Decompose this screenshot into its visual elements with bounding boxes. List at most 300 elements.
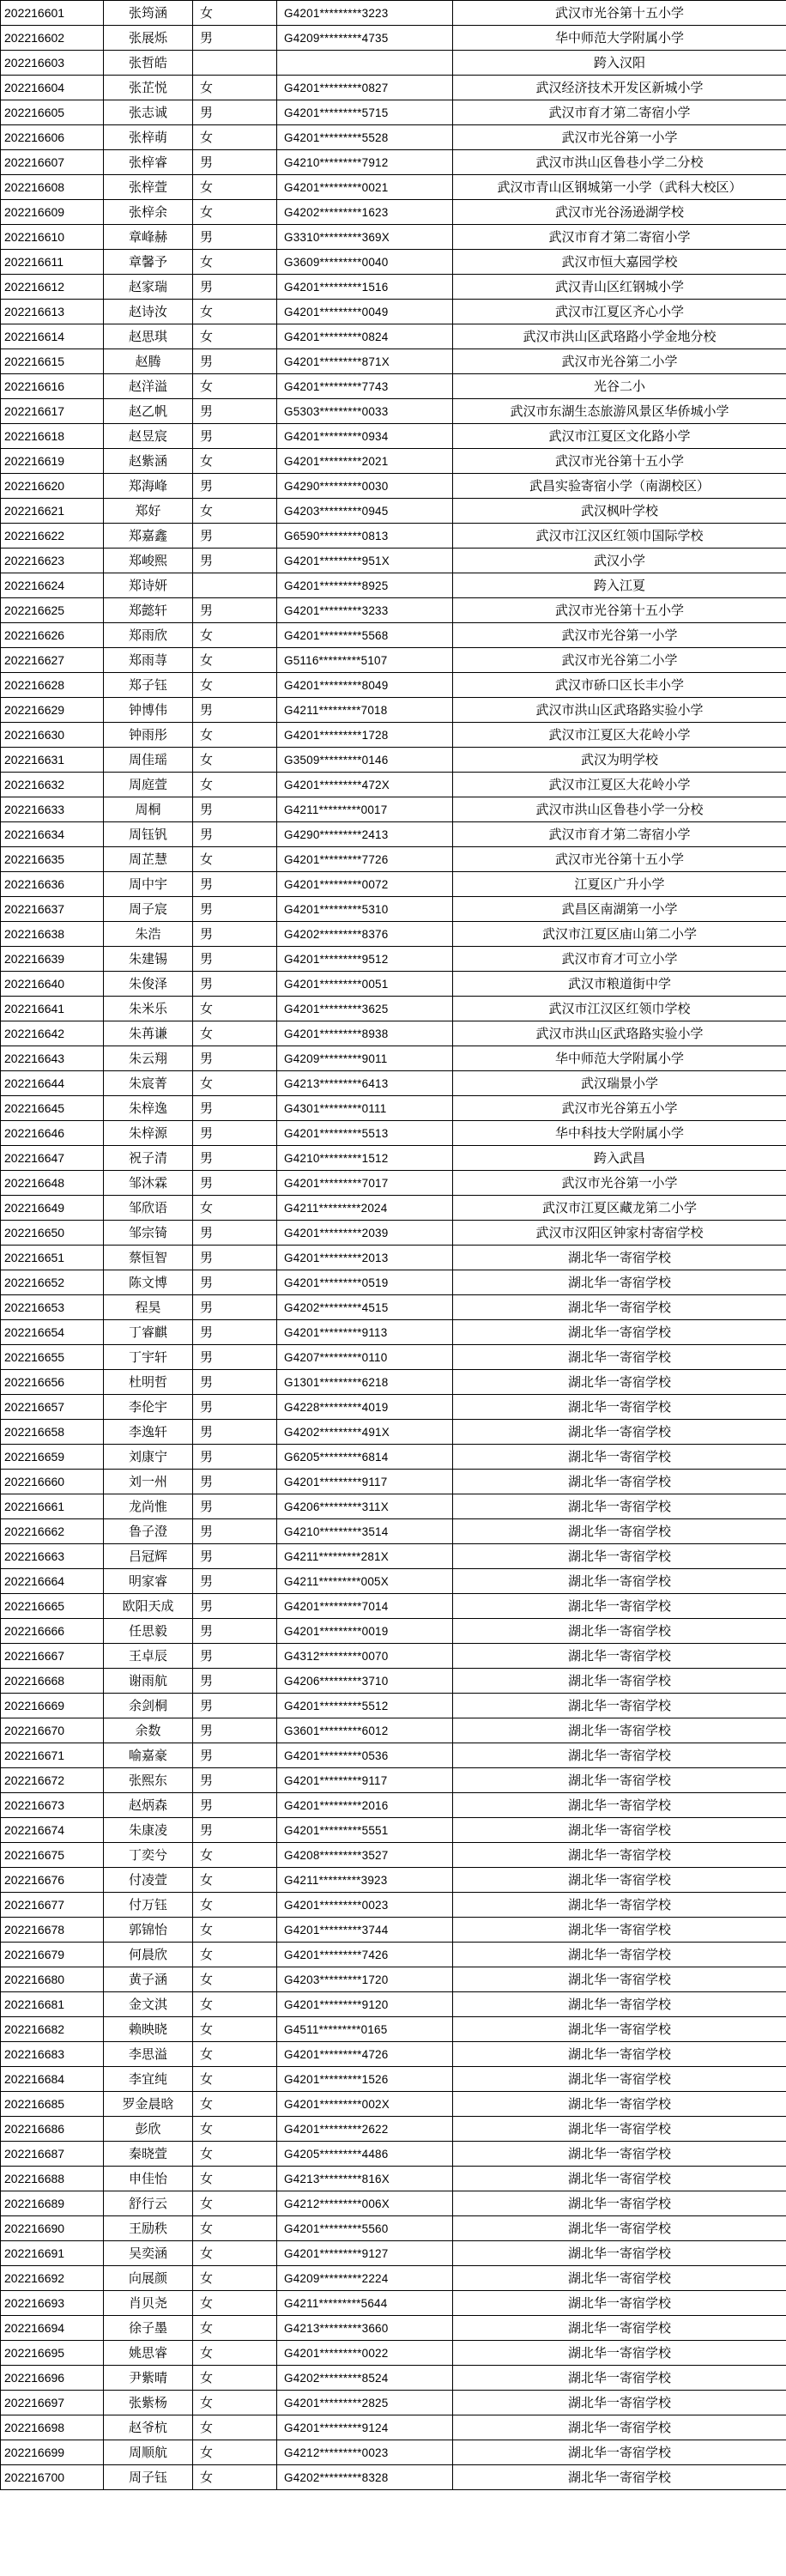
exam-number-cell: 202216604 <box>1 76 104 100</box>
gender-cell: 女 <box>193 2216 277 2241</box>
table-row <box>1 2366 786 2391</box>
exam-number-cell: 202216681 <box>1 1992 104 2017</box>
gender-cell: 男 <box>193 1669 277 1694</box>
table-row <box>1 549 786 573</box>
table-row <box>1 872 786 897</box>
id-number-cell: G4201*********8925 <box>277 573 453 598</box>
exam-number-cell: 202216660 <box>1 1470 104 1494</box>
gender-cell: 女 <box>193 723 277 748</box>
gender-cell: 男 <box>193 1121 277 1146</box>
exam-number-cell: 202216658 <box>1 1420 104 1445</box>
student-name-cell: 欧阳天成 <box>104 1594 193 1619</box>
student-name-cell: 章馨予 <box>104 250 193 275</box>
table-row <box>1 2216 786 2241</box>
gender-cell <box>193 573 277 598</box>
id-number-cell: G3601*********6012 <box>277 1718 453 1743</box>
id-number-cell: G4201*********5560 <box>277 2216 453 2241</box>
school-cell: 湖北华一寄宿学校 <box>453 2440 786 2465</box>
gender-cell: 男 <box>193 1694 277 1718</box>
table-row <box>1 125 786 150</box>
id-number-cell: G4207*********0110 <box>277 1345 453 1370</box>
gender-cell: 女 <box>193 1918 277 1943</box>
id-number-cell: G4201*********7014 <box>277 1594 453 1619</box>
school-cell: 湖北华一寄宿学校 <box>453 1445 786 1470</box>
exam-number-cell: 202216621 <box>1 499 104 524</box>
exam-number-cell: 202216680 <box>1 1967 104 1992</box>
table-row <box>1 1246 786 1270</box>
school-cell: 湖北华一寄宿学校 <box>453 1992 786 2017</box>
gender-cell: 男 <box>193 1420 277 1445</box>
table-row <box>1 1071 786 1096</box>
student-name-cell: 余数 <box>104 1718 193 1743</box>
gender-cell: 男 <box>193 947 277 972</box>
table-row <box>1 150 786 175</box>
table-row <box>1 1470 786 1494</box>
school-cell: 湖北华一寄宿学校 <box>453 2017 786 2042</box>
exam-number-cell: 202216620 <box>1 474 104 499</box>
student-name-cell: 张梓萌 <box>104 125 193 150</box>
table-row <box>1 1519 786 1544</box>
id-number-cell: G4201*********0827 <box>277 76 453 100</box>
gender-cell: 男 <box>193 1096 277 1121</box>
gender-cell: 男 <box>193 1569 277 1594</box>
gender-cell: 男 <box>193 424 277 449</box>
id-number-cell: G4290*********0030 <box>277 474 453 499</box>
exam-number-cell: 202216669 <box>1 1694 104 1718</box>
student-name-cell: 朱俊泽 <box>104 972 193 997</box>
table-row <box>1 1270 786 1295</box>
id-number-cell: G4209*********9011 <box>277 1046 453 1071</box>
table-row <box>1 1594 786 1619</box>
student-name-cell: 朱苒谦 <box>104 1021 193 1046</box>
student-name-cell: 明家睿 <box>104 1569 193 1594</box>
id-number-cell: G4201*********2016 <box>277 1793 453 1818</box>
school-cell: 湖北华一寄宿学校 <box>453 1768 786 1793</box>
gender-cell: 男 <box>193 1619 277 1644</box>
exam-number-cell: 202216608 <box>1 175 104 200</box>
id-number-cell: G4211*********281X <box>277 1544 453 1569</box>
id-number-cell: G4201*********0824 <box>277 324 453 349</box>
exam-number-cell: 202216697 <box>1 2391 104 2415</box>
gender-cell: 女 <box>193 2465 277 2490</box>
gender-cell: 男 <box>193 1221 277 1246</box>
id-number-cell: G4208*********3527 <box>277 1843 453 1868</box>
id-number-cell: G5116*********5107 <box>277 648 453 673</box>
gender-cell: 男 <box>193 225 277 250</box>
school-cell: 武汉市光谷第一小学 <box>453 125 786 150</box>
id-number-cell: G4201*********7017 <box>277 1171 453 1196</box>
id-number-cell: G4201*********7426 <box>277 1943 453 1967</box>
table-row <box>1 2191 786 2216</box>
school-cell: 武汉市育才第二寄宿小学 <box>453 822 786 847</box>
gender-cell: 男 <box>193 897 277 922</box>
table-row <box>1 1494 786 1519</box>
table-row <box>1 2291 786 2316</box>
exam-number-cell: 202216686 <box>1 2117 104 2142</box>
exam-number-cell: 202216698 <box>1 2415 104 2440</box>
exam-number-cell: 202216684 <box>1 2067 104 2092</box>
table-row <box>1 947 786 972</box>
table-row <box>1 797 786 822</box>
school-cell: 武汉市汉阳区钟家村寄宿学校 <box>453 1221 786 1246</box>
id-number-cell: G4201*********7726 <box>277 847 453 872</box>
gender-cell: 男 <box>193 1519 277 1544</box>
table-row <box>1 1943 786 1967</box>
school-cell: 湖北华一寄宿学校 <box>453 2191 786 2216</box>
school-cell: 湖北华一寄宿学校 <box>453 2316 786 2341</box>
exam-number-cell: 202216666 <box>1 1619 104 1644</box>
id-number-cell: G4201*********0934 <box>277 424 453 449</box>
school-cell: 湖北华一寄宿学校 <box>453 1743 786 1768</box>
school-cell: 湖北华一寄宿学校 <box>453 1370 786 1395</box>
gender-cell: 男 <box>193 1270 277 1295</box>
table-row <box>1 349 786 374</box>
exam-number-cell: 202216673 <box>1 1793 104 1818</box>
id-number-cell: G4212*********006X <box>277 2191 453 2216</box>
id-number-cell: G4201*********0072 <box>277 872 453 897</box>
id-number-cell: G4201*********5528 <box>277 125 453 150</box>
table-row <box>1 598 786 623</box>
exam-number-cell: 202216700 <box>1 2465 104 2490</box>
gender-cell: 女 <box>193 2191 277 2216</box>
school-cell: 湖北华一寄宿学校 <box>453 1470 786 1494</box>
school-cell: 武汉枫叶学校 <box>453 499 786 524</box>
table-row <box>1 2017 786 2042</box>
school-cell: 湖北华一寄宿学校 <box>453 1320 786 1345</box>
table-row <box>1 623 786 648</box>
student-name-cell: 谢雨航 <box>104 1669 193 1694</box>
gender-cell: 女 <box>193 250 277 275</box>
school-cell: 湖北华一寄宿学校 <box>453 1868 786 1893</box>
id-number-cell: G4201*********5568 <box>277 623 453 648</box>
student-name-cell: 张芷悦 <box>104 76 193 100</box>
exam-number-cell: 202216657 <box>1 1395 104 1420</box>
student-name-cell: 周顺航 <box>104 2440 193 2465</box>
exam-number-cell: 202216630 <box>1 723 104 748</box>
exam-number-cell: 202216636 <box>1 872 104 897</box>
gender-cell: 男 <box>193 1594 277 1619</box>
school-cell: 武汉市光谷第十五小学 <box>453 847 786 872</box>
id-number-cell: G4201*********5551 <box>277 1818 453 1843</box>
table-row <box>1 250 786 275</box>
student-name-cell: 钟博伟 <box>104 698 193 723</box>
student-name-cell: 周子钰 <box>104 2465 193 2490</box>
id-number-cell: G4202*********8376 <box>277 922 453 947</box>
table-row <box>1 175 786 200</box>
school-cell: 湖北华一寄宿学校 <box>453 1918 786 1943</box>
gender-cell: 男 <box>193 872 277 897</box>
school-cell: 武汉青山区红钢城小学 <box>453 275 786 300</box>
table-row <box>1 847 786 872</box>
gender-cell: 男 <box>193 26 277 51</box>
exam-number-cell: 202216663 <box>1 1544 104 1569</box>
exam-number-cell: 202216662 <box>1 1519 104 1544</box>
id-number-cell: G4211*********7018 <box>277 698 453 723</box>
id-number-cell: G4201*********2825 <box>277 2391 453 2415</box>
table-row <box>1 424 786 449</box>
student-name-cell: 吴奕涵 <box>104 2241 193 2266</box>
id-number-cell: G4210*********7912 <box>277 150 453 175</box>
student-name-cell: 郑诗妍 <box>104 573 193 598</box>
school-cell: 湖北华一寄宿学校 <box>453 1519 786 1544</box>
gender-cell: 男 <box>193 1544 277 1569</box>
school-cell: 湖北华一寄宿学校 <box>453 2366 786 2391</box>
exam-number-cell: 202216672 <box>1 1768 104 1793</box>
table-row <box>1 1395 786 1420</box>
school-cell: 武汉市光谷第二小学 <box>453 648 786 673</box>
school-cell: 武昌区南湖第一小学 <box>453 897 786 922</box>
school-cell: 武汉市青山区钢城第一小学（武科大校区） <box>453 175 786 200</box>
school-cell: 武汉市江夏区文化路小学 <box>453 424 786 449</box>
exam-number-cell: 202216695 <box>1 2341 104 2366</box>
exam-number-cell: 202216668 <box>1 1669 104 1694</box>
exam-number-cell: 202216617 <box>1 399 104 424</box>
student-name-cell: 章峰赫 <box>104 225 193 250</box>
student-name-cell: 祝子清 <box>104 1146 193 1171</box>
gender-cell: 男 <box>193 1046 277 1071</box>
exam-number-cell: 202216685 <box>1 2092 104 2117</box>
table-row <box>1 1021 786 1046</box>
id-number-cell: G4201*********0021 <box>277 175 453 200</box>
gender-cell: 女 <box>193 1893 277 1918</box>
id-number-cell: G4209*********2224 <box>277 2266 453 2291</box>
gender-cell: 男 <box>193 349 277 374</box>
student-name-cell: 周中宇 <box>104 872 193 897</box>
exam-number-cell: 202216690 <box>1 2216 104 2241</box>
id-number-cell: G4210*********3514 <box>277 1519 453 1544</box>
table-row <box>1 399 786 424</box>
student-name-cell: 赵诗汝 <box>104 300 193 324</box>
id-number-cell: G4201*********9117 <box>277 1768 453 1793</box>
gender-cell: 女 <box>193 2440 277 2465</box>
exam-number-cell: 202216622 <box>1 524 104 549</box>
school-cell: 湖北华一寄宿学校 <box>453 2142 786 2167</box>
school-cell: 湖北华一寄宿学校 <box>453 1943 786 1967</box>
exam-number-cell: 202216602 <box>1 26 104 51</box>
student-name-cell: 吕冠辉 <box>104 1544 193 1569</box>
exam-number-cell: 202216652 <box>1 1270 104 1295</box>
table-row <box>1 1370 786 1395</box>
table-row <box>1 698 786 723</box>
table-row <box>1 51 786 76</box>
id-number-cell: G4201*********0051 <box>277 972 453 997</box>
student-name-cell: 周佳瑶 <box>104 748 193 773</box>
school-cell: 武汉市光谷第十五小学 <box>453 1 786 26</box>
table-row <box>1 1793 786 1818</box>
student-name-cell: 蔡恒智 <box>104 1246 193 1270</box>
gender-cell: 男 <box>193 1395 277 1420</box>
student-name-cell: 李伦宇 <box>104 1395 193 1420</box>
gender-cell: 女 <box>193 2415 277 2440</box>
school-cell: 武汉市江夏区大花岭小学 <box>453 723 786 748</box>
student-name-cell: 张展烁 <box>104 26 193 51</box>
table-row <box>1 2440 786 2465</box>
id-number-cell <box>277 51 453 76</box>
table-row <box>1 1918 786 1943</box>
school-cell: 跨入江夏 <box>453 573 786 598</box>
gender-cell: 女 <box>193 2316 277 2341</box>
id-number-cell: G4213*********6413 <box>277 1071 453 1096</box>
table-row <box>1 1768 786 1793</box>
school-cell: 跨入武昌 <box>453 1146 786 1171</box>
exam-number-cell: 202216696 <box>1 2366 104 2391</box>
student-name-cell: 金文淇 <box>104 1992 193 2017</box>
id-number-cell: G4202*********8524 <box>277 2366 453 2391</box>
exam-number-cell: 202216688 <box>1 2167 104 2191</box>
gender-cell: 女 <box>193 997 277 1021</box>
id-number-cell: G4201*********2021 <box>277 449 453 474</box>
student-name-cell: 喻嘉豪 <box>104 1743 193 1768</box>
student-name-cell: 朱梓逸 <box>104 1096 193 1121</box>
gender-cell: 女 <box>193 374 277 399</box>
exam-number-cell: 202216618 <box>1 424 104 449</box>
school-cell: 武汉市洪山区鲁巷小学二分校 <box>453 150 786 175</box>
gender-cell: 男 <box>193 822 277 847</box>
id-number-cell: G3609*********0040 <box>277 250 453 275</box>
school-cell: 武汉市育才第二寄宿小学 <box>453 225 786 250</box>
school-cell: 武汉市东湖生态旅游风景区华侨城小学 <box>453 399 786 424</box>
school-cell: 武汉小学 <box>453 549 786 573</box>
table-row <box>1 897 786 922</box>
table-row <box>1 1818 786 1843</box>
student-name-cell: 赵爷杭 <box>104 2415 193 2440</box>
id-number-cell: G4211*********2024 <box>277 1196 453 1221</box>
exam-number-cell: 202216638 <box>1 922 104 947</box>
table-row <box>1 1619 786 1644</box>
school-cell: 湖北华一寄宿学校 <box>453 1270 786 1295</box>
gender-cell: 男 <box>193 1445 277 1470</box>
student-name-cell: 邹沐霖 <box>104 1171 193 1196</box>
table-row <box>1 1320 786 1345</box>
student-name-cell: 王励秩 <box>104 2216 193 2241</box>
student-name-cell: 郑雨荨 <box>104 648 193 673</box>
table-row <box>1 1221 786 1246</box>
student-name-cell: 赵昱宸 <box>104 424 193 449</box>
exam-number-cell: 202216634 <box>1 822 104 847</box>
id-number-cell: G4201*********0022 <box>277 2341 453 2366</box>
exam-number-cell: 202216650 <box>1 1221 104 1246</box>
exam-number-cell: 202216653 <box>1 1295 104 1320</box>
student-name-cell: 赖映晓 <box>104 2017 193 2042</box>
exam-number-cell: 202216687 <box>1 2142 104 2167</box>
student-name-cell: 朱梓源 <box>104 1121 193 1146</box>
id-number-cell: G4201*********4726 <box>277 2042 453 2067</box>
student-table-body <box>1 1 786 2490</box>
student-name-cell: 朱云翔 <box>104 1046 193 1071</box>
table-row <box>1 2117 786 2142</box>
school-cell: 武汉市光谷第二小学 <box>453 349 786 374</box>
id-number-cell: G4211*********0017 <box>277 797 453 822</box>
table-row <box>1 748 786 773</box>
gender-cell: 男 <box>193 598 277 623</box>
id-number-cell: G4201*********5513 <box>277 1121 453 1146</box>
gender-cell: 男 <box>193 922 277 947</box>
gender-cell: 男 <box>193 698 277 723</box>
table-row <box>1 449 786 474</box>
school-cell: 武汉市江夏区藏龙第二小学 <box>453 1196 786 1221</box>
id-number-cell: G4228*********4019 <box>277 1395 453 1420</box>
exam-number-cell: 202216659 <box>1 1445 104 1470</box>
id-number-cell: G4511*********0165 <box>277 2017 453 2042</box>
table-row <box>1 1868 786 1893</box>
exam-number-cell: 202216616 <box>1 374 104 399</box>
school-cell: 湖北华一寄宿学校 <box>453 2067 786 2092</box>
exam-number-cell: 202216601 <box>1 1 104 26</box>
gender-cell: 女 <box>193 2017 277 2042</box>
table-row <box>1 1718 786 1743</box>
id-number-cell: G4201*********2622 <box>277 2117 453 2142</box>
school-cell: 武汉市光谷汤逊湖学校 <box>453 200 786 225</box>
school-cell: 武汉市江夏区齐心小学 <box>453 300 786 324</box>
gender-cell: 男 <box>193 524 277 549</box>
table-row <box>1 573 786 598</box>
table-row <box>1 1146 786 1171</box>
school-cell: 湖北华一寄宿学校 <box>453 2092 786 2117</box>
school-cell: 武汉市硚口区长丰小学 <box>453 673 786 698</box>
exam-number-cell: 202216654 <box>1 1320 104 1345</box>
table-row <box>1 773 786 797</box>
gender-cell: 女 <box>193 125 277 150</box>
school-cell: 湖北华一寄宿学校 <box>453 2042 786 2067</box>
id-number-cell: G4211*********3923 <box>277 1868 453 1893</box>
exam-number-cell: 202216675 <box>1 1843 104 1868</box>
id-number-cell: G4201*********8049 <box>277 673 453 698</box>
school-cell: 湖北华一寄宿学校 <box>453 1694 786 1718</box>
exam-number-cell: 202216670 <box>1 1718 104 1743</box>
school-cell: 湖北华一寄宿学校 <box>453 1569 786 1594</box>
gender-cell: 男 <box>193 1818 277 1843</box>
student-name-cell: 张哲皓 <box>104 51 193 76</box>
gender-cell: 男 <box>193 1793 277 1818</box>
gender-cell: 男 <box>193 275 277 300</box>
id-number-cell: G4201*********9120 <box>277 1992 453 2017</box>
id-number-cell: G4201*********002X <box>277 2092 453 2117</box>
student-name-cell: 鲁子澄 <box>104 1519 193 1544</box>
exam-number-cell: 202216624 <box>1 573 104 598</box>
school-cell: 武汉市洪山区武珞路小学金地分校 <box>453 324 786 349</box>
table-row <box>1 474 786 499</box>
student-name-cell: 张志诚 <box>104 100 193 125</box>
gender-cell: 女 <box>193 1992 277 2017</box>
exam-number-cell: 202216664 <box>1 1569 104 1594</box>
exam-number-cell: 202216623 <box>1 549 104 573</box>
school-cell: 跨入汉阳 <box>453 51 786 76</box>
student-name-cell: 罗金晨晗 <box>104 2092 193 2117</box>
id-number-cell: G5303*********0033 <box>277 399 453 424</box>
exam-number-cell: 202216628 <box>1 673 104 698</box>
gender-cell <box>193 51 277 76</box>
table-row <box>1 822 786 847</box>
table-row <box>1 2092 786 2117</box>
gender-cell: 男 <box>193 1743 277 1768</box>
id-number-cell: G4201*********1526 <box>277 2067 453 2092</box>
school-cell: 湖北华一寄宿学校 <box>453 1644 786 1669</box>
school-cell: 湖北华一寄宿学校 <box>453 1718 786 1743</box>
id-number-cell: G4201*********9124 <box>277 2415 453 2440</box>
exam-number-cell: 202216631 <box>1 748 104 773</box>
id-number-cell: G4201*********3223 <box>277 1 453 26</box>
school-cell: 武汉市育才第二寄宿小学 <box>453 100 786 125</box>
id-number-cell: G4201*********3744 <box>277 1918 453 1943</box>
id-number-cell: G4201*********0019 <box>277 1619 453 1644</box>
table-row <box>1 972 786 997</box>
table-row <box>1 26 786 51</box>
exam-number-cell: 202216665 <box>1 1594 104 1619</box>
gender-cell: 男 <box>193 797 277 822</box>
school-cell: 湖北华一寄宿学校 <box>453 1818 786 1843</box>
school-cell: 湖北华一寄宿学校 <box>453 1843 786 1868</box>
exam-number-cell: 202216642 <box>1 1021 104 1046</box>
